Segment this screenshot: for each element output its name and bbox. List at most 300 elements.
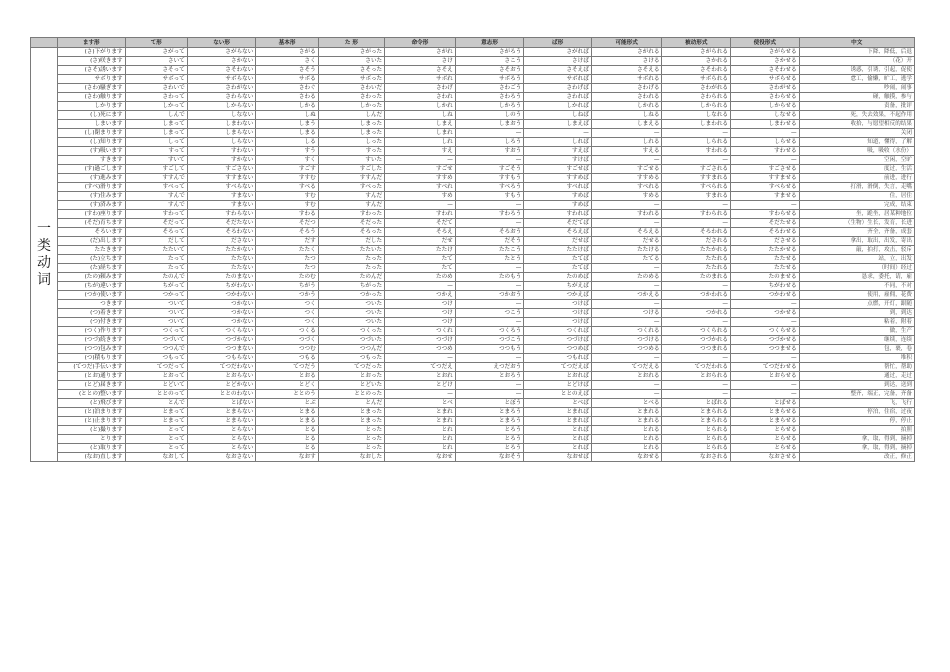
form-cell: ととのった: [318, 390, 384, 399]
form-cell: すわれば: [524, 210, 592, 219]
form-cell: とまれば: [524, 408, 592, 417]
form-cell: —: [731, 354, 800, 363]
form-cell: すすむ: [256, 174, 318, 183]
form-cell: すべって: [125, 183, 187, 192]
form-cell: すかない: [187, 156, 256, 165]
form-cell: つく: [256, 300, 318, 309]
form-cell: とばれる: [662, 399, 731, 408]
form-cell: つづける: [591, 336, 662, 345]
form-cell: とおらせる: [731, 372, 800, 381]
form-cell: しまえる: [591, 120, 662, 129]
form-cell: しぬ: [256, 111, 318, 120]
form-cell: なおした: [318, 453, 384, 462]
form-cell: さそおう: [455, 66, 524, 75]
form-cell: すごさせる: [731, 165, 800, 174]
table-row: [31, 156, 915, 165]
form-cell: (つつ)包みます: [58, 345, 126, 354]
form-cell: とおれる: [591, 372, 662, 381]
form-cell: つづかせる: [731, 336, 800, 345]
form-cell: すすまない: [187, 174, 256, 183]
form-cell: しなれる: [662, 111, 731, 120]
form-cell: とらない: [187, 435, 256, 444]
table-row: [31, 453, 915, 462]
form-cell: すめば: [524, 192, 592, 201]
form-cell: たった: [318, 264, 384, 273]
table-row: [31, 228, 915, 237]
table-row: [31, 102, 915, 111]
form-cell: だせ: [385, 237, 456, 246]
form-cell: すきます: [58, 156, 126, 165]
form-cell: すすめ: [385, 174, 456, 183]
form-cell: つかわない: [187, 291, 256, 300]
form-cell: すごされる: [662, 165, 731, 174]
form-cell: —: [662, 201, 731, 210]
form-cell: たのめば: [524, 273, 592, 282]
form-cell: しまって: [125, 129, 187, 138]
form-cell: すすまれる: [662, 174, 731, 183]
form-cell: とらせる: [731, 444, 800, 453]
form-cell: すべれ: [385, 183, 456, 192]
form-cell: ださせる: [731, 237, 800, 246]
form-cell: つかえ: [385, 291, 456, 300]
form-cell: そだって: [125, 219, 187, 228]
form-cell: さそう: [256, 66, 318, 75]
form-cell: つこう: [455, 309, 524, 318]
meaning-cell: 拿，取，得到，摘掉: [799, 444, 914, 453]
form-cell: サボろう: [455, 75, 524, 84]
form-cell: さそって: [125, 66, 187, 75]
meaning-cell: 前进，进行: [799, 174, 914, 183]
form-cell: ちがって: [125, 282, 187, 291]
table-row: [31, 48, 915, 57]
form-cell: すめ: [385, 192, 456, 201]
form-cell: すべろう: [455, 183, 524, 192]
form-cell: たてる: [591, 255, 662, 264]
column-header: 基本形: [256, 38, 318, 48]
form-cell: そろいます: [58, 228, 126, 237]
form-cell: しる: [256, 138, 318, 147]
table-row: [31, 282, 915, 291]
form-cell: たって: [125, 264, 187, 273]
form-cell: とらない: [187, 444, 256, 453]
form-cell: とれる: [591, 426, 662, 435]
form-cell: つかない: [187, 309, 256, 318]
form-cell: —: [591, 381, 662, 390]
form-cell: つけば: [524, 309, 592, 318]
form-cell: すすんだ: [318, 174, 384, 183]
form-cell: すった: [318, 147, 384, 156]
form-cell: つくらせる: [731, 327, 800, 336]
form-cell: とれ: [385, 444, 456, 453]
form-cell: つもれば: [524, 354, 592, 363]
table-row: [31, 345, 915, 354]
form-cell: さいて: [125, 57, 187, 66]
form-cell: とらせる: [731, 435, 800, 444]
form-cell: たとう: [455, 255, 524, 264]
form-cell: つつもう: [455, 345, 524, 354]
form-cell: たてば: [524, 264, 592, 273]
column-header: 被动形式: [662, 38, 731, 48]
meaning-cell: 死，失去效果，不起作用: [799, 111, 914, 120]
table-row: [31, 390, 915, 399]
table-row: [31, 75, 915, 84]
form-cell: とおって: [125, 372, 187, 381]
form-cell: すすめる: [591, 174, 662, 183]
form-cell: (す)吸います: [58, 147, 126, 156]
form-cell: つくれ: [385, 327, 456, 336]
form-cell: だす: [256, 237, 318, 246]
form-cell: ちがわせる: [731, 282, 800, 291]
form-cell: しまらない: [187, 129, 256, 138]
form-cell: しろう: [455, 138, 524, 147]
form-cell: つく: [256, 309, 318, 318]
form-cell: すまない: [187, 201, 256, 210]
meaning-cell: 住，居住: [799, 192, 914, 201]
form-cell: しかられる: [662, 102, 731, 111]
form-cell: (す)過ごします: [58, 165, 126, 174]
form-cell: —: [385, 156, 456, 165]
form-cell: —: [662, 300, 731, 309]
form-cell: すけば: [524, 156, 592, 165]
form-cell: すんだ: [318, 192, 384, 201]
form-cell: すすめば: [524, 174, 592, 183]
form-cell: ととのわない: [187, 390, 256, 399]
table-row: [31, 273, 915, 282]
form-cell: —: [591, 390, 662, 399]
form-cell: とまろう: [455, 408, 524, 417]
form-cell: サボれば: [524, 75, 592, 84]
form-cell: すごして: [125, 165, 187, 174]
form-cell: すんで: [125, 201, 187, 210]
form-cell: とべ: [385, 399, 456, 408]
form-cell: てつだわない: [187, 363, 256, 372]
form-cell: なおして: [125, 453, 187, 462]
form-cell: とばない: [187, 399, 256, 408]
form-cell: (さわ)触ります: [58, 93, 126, 102]
form-cell: とおる: [256, 372, 318, 381]
form-cell: しまわない: [187, 120, 256, 129]
column-header: 使役形式: [731, 38, 800, 48]
form-cell: —: [455, 300, 524, 309]
form-cell: つくれる: [591, 327, 662, 336]
form-cell: しらない: [187, 138, 256, 147]
form-cell: ついて: [125, 318, 187, 327]
form-cell: とおれば: [524, 372, 592, 381]
form-cell: とった: [318, 435, 384, 444]
form-cell: だした: [318, 237, 384, 246]
form-cell: とどいた: [318, 381, 384, 390]
form-cell: さわがない: [187, 84, 256, 93]
form-cell: とる: [256, 426, 318, 435]
verb-category-label: [31, 48, 58, 462]
form-cell: (す)進みます: [58, 174, 126, 183]
form-cell: さわる: [256, 93, 318, 102]
form-cell: たのませる: [731, 273, 800, 282]
form-cell: つづかない: [187, 336, 256, 345]
form-cell: つけ: [385, 318, 456, 327]
form-cell: なおせ: [385, 453, 456, 462]
form-cell: とおろう: [455, 372, 524, 381]
form-cell: とまられる: [662, 408, 731, 417]
form-cell: とまれ: [385, 417, 456, 426]
form-cell: つもる: [256, 354, 318, 363]
form-cell: とおれ: [385, 372, 456, 381]
form-cell: たたかせる: [731, 246, 800, 255]
form-cell: —: [731, 201, 800, 210]
form-cell: つきます: [58, 300, 126, 309]
table-row: [31, 336, 915, 345]
form-cell: しれ: [385, 138, 456, 147]
form-cell: —: [455, 201, 524, 210]
form-cell: とって: [125, 435, 187, 444]
form-cell: しまった: [318, 120, 384, 129]
form-cell: とまって: [125, 408, 187, 417]
form-cell: さがって: [125, 48, 187, 57]
form-cell: とらせる: [731, 426, 800, 435]
form-cell: しんで: [125, 111, 187, 120]
form-cell: すう: [256, 147, 318, 156]
table-row: [31, 426, 915, 435]
table-row: [31, 120, 915, 129]
form-cell: すべらせる: [731, 183, 800, 192]
form-cell: つかせる: [731, 309, 800, 318]
form-cell: たつ: [256, 264, 318, 273]
form-cell: さわぐ: [256, 84, 318, 93]
form-cell: てつだわれる: [662, 363, 731, 372]
table-row: [31, 381, 915, 390]
column-header: ない形: [187, 38, 256, 48]
form-cell: なおされる: [662, 453, 731, 462]
form-cell: さわいで: [125, 84, 187, 93]
form-cell: すいて: [125, 156, 187, 165]
form-cell: なおさない: [187, 453, 256, 462]
meaning-cell: 吵闹，闹事: [799, 84, 914, 93]
table-row: [31, 219, 915, 228]
form-cell: ちがった: [318, 282, 384, 291]
form-cell: すべる: [256, 183, 318, 192]
form-cell: たって: [125, 255, 187, 264]
form-cell: (た)立ちます: [58, 255, 126, 264]
form-cell: ちがう: [256, 282, 318, 291]
column-header: 意志形: [455, 38, 524, 48]
form-cell: つづいた: [318, 336, 384, 345]
table-row: [31, 147, 915, 156]
meaning-cell: 诱惑，引诱，引起，促使: [799, 66, 914, 75]
form-cell: (と)飛びます: [58, 399, 126, 408]
form-cell: すって: [125, 147, 187, 156]
form-cell: サボれる: [591, 75, 662, 84]
form-cell: とばせる: [731, 399, 800, 408]
form-cell: てつだわせる: [731, 363, 800, 372]
form-cell: たたく: [256, 246, 318, 255]
meaning-cell: 空闲，空旷: [799, 156, 914, 165]
form-cell: —: [455, 264, 524, 273]
meaning-cell: 帮忙，帮助: [799, 363, 914, 372]
meaning-cell: 粘着，附着: [799, 318, 914, 327]
form-cell: つもった: [318, 354, 384, 363]
form-cell: すわった: [318, 210, 384, 219]
meaning-cell: （花）开: [799, 57, 914, 66]
form-cell: たのまれる: [662, 273, 731, 282]
verb-table: [30, 37, 915, 462]
form-cell: つくる: [256, 327, 318, 336]
form-cell: つけ: [385, 300, 456, 309]
form-cell: とって: [125, 426, 187, 435]
form-cell: ついた: [318, 300, 384, 309]
form-cell: たたいた: [318, 246, 384, 255]
meaning-cell: 继续，连续: [799, 336, 914, 345]
form-cell: とまった: [318, 408, 384, 417]
form-cell: すべれば: [524, 183, 592, 192]
form-cell: —: [662, 129, 731, 138]
form-cell: すわられる: [662, 210, 731, 219]
form-cell: つつんだ: [318, 345, 384, 354]
category-char: 一: [37, 220, 51, 237]
table-row: [31, 66, 915, 75]
table-row: [31, 129, 915, 138]
form-cell: つつめ: [385, 345, 456, 354]
form-cell: とおった: [318, 372, 384, 381]
form-cell: さがれ: [385, 48, 456, 57]
form-cell: さがった: [318, 48, 384, 57]
table-row: [31, 363, 915, 372]
form-cell: さかない: [187, 57, 256, 66]
form-cell: そろわせる: [731, 228, 800, 237]
form-cell: とられる: [662, 444, 731, 453]
meaning-cell: 完成，结束: [799, 201, 914, 210]
form-cell: サボられる: [662, 75, 731, 84]
form-cell: つつまない: [187, 345, 256, 354]
form-cell: しまおう: [455, 120, 524, 129]
form-cell: つもらない: [187, 354, 256, 363]
form-cell: とれ: [385, 435, 456, 444]
form-cell: たて: [385, 264, 456, 273]
form-cell: サボれ: [385, 75, 456, 84]
form-cell: さがられる: [662, 48, 731, 57]
form-cell: そろえば: [524, 228, 592, 237]
form-cell: ついて: [125, 309, 187, 318]
form-cell: とどいて: [125, 381, 187, 390]
form-cell: たのめ: [385, 273, 456, 282]
form-cell: すべらない: [187, 183, 256, 192]
form-cell: さそわれる: [662, 66, 731, 75]
form-cell: (そだ)育ちます: [58, 219, 126, 228]
form-cell: とれる: [591, 444, 662, 453]
form-cell: サボらない: [187, 75, 256, 84]
form-cell: さわれる: [591, 93, 662, 102]
column-header: て形: [125, 38, 187, 48]
form-cell: すんで: [125, 192, 187, 201]
form-cell: なおさせる: [731, 453, 800, 462]
form-cell: しなない: [187, 111, 256, 120]
form-cell: しかれ: [385, 102, 456, 111]
meaning-cell: 怠工，偷懒，旷工，逃学: [799, 75, 914, 84]
form-cell: そろえ: [385, 228, 456, 237]
form-cell: さかせる: [731, 57, 800, 66]
form-cell: さこう: [455, 57, 524, 66]
table-row: [31, 408, 915, 417]
form-cell: しからせる: [731, 102, 800, 111]
form-cell: ついた: [318, 318, 384, 327]
form-cell: とどかない: [187, 381, 256, 390]
form-cell: つけば: [524, 318, 592, 327]
form-cell: すごそう: [455, 165, 524, 174]
meaning-cell: 包，裹，卷: [799, 345, 914, 354]
meaning-cell: 使用，雇佣，花费: [799, 291, 914, 300]
table-row: [31, 444, 915, 453]
meaning-cell: 责备，批评: [799, 102, 914, 111]
form-cell: そだて: [385, 219, 456, 228]
meaning-cell: 拿出，取出，出发，寄出: [799, 237, 914, 246]
meaning-cell: 飞，飞行: [799, 399, 914, 408]
form-cell: つつめば: [524, 345, 592, 354]
meaning-cell: 到达，送到: [799, 381, 914, 390]
form-cell: そだたない: [187, 219, 256, 228]
form-cell: ととのえば: [524, 390, 592, 399]
form-cell: さわいだ: [318, 84, 384, 93]
form-cell: しかれば: [524, 102, 592, 111]
form-cell: つかない: [187, 300, 256, 309]
form-cell: とる: [256, 444, 318, 453]
form-cell: つづかれる: [662, 336, 731, 345]
category-char: 词: [37, 271, 51, 288]
form-cell: とまらない: [187, 417, 256, 426]
form-cell: つかえる: [591, 291, 662, 300]
form-cell: —: [591, 264, 662, 273]
meaning-cell: 敲，拍打，攻击，驳斥: [799, 246, 914, 255]
table-row: [31, 192, 915, 201]
form-cell: とれば: [524, 444, 592, 453]
meaning-cell: 碰，触摸，参与: [799, 93, 914, 102]
form-cell: さがらない: [187, 48, 256, 57]
form-cell: しねば: [524, 111, 592, 120]
table-row: [31, 372, 915, 381]
form-cell: しねる: [591, 111, 662, 120]
form-cell: たたきます: [58, 246, 126, 255]
form-cell: すめる: [591, 192, 662, 201]
form-cell: さわがれる: [662, 84, 731, 93]
form-cell: つづく: [256, 336, 318, 345]
form-cell: つつませる: [731, 345, 800, 354]
form-cell: しんだ: [318, 111, 384, 120]
form-cell: (す)済みます: [58, 201, 126, 210]
form-cell: —: [455, 156, 524, 165]
form-cell: とまらせる: [731, 417, 800, 426]
form-cell: とべば: [524, 399, 592, 408]
form-cell: しかれる: [591, 102, 662, 111]
form-cell: たたける: [591, 246, 662, 255]
table-row: [31, 237, 915, 246]
meaning-cell: 收拾，与愿望相反的结果: [799, 120, 914, 129]
form-cell: (なお)直します: [58, 453, 126, 462]
table-row: [31, 111, 915, 120]
form-cell: つかわせる: [731, 291, 800, 300]
form-cell: (ととの)整います: [58, 390, 126, 399]
form-cell: しね: [385, 111, 456, 120]
form-cell: —: [385, 282, 456, 291]
meaning-cell: 停，停止: [799, 417, 914, 426]
column-header: 可能形式: [591, 38, 662, 48]
form-cell: さそった: [318, 66, 384, 75]
form-cell: そろって: [125, 228, 187, 237]
form-cell: —: [731, 129, 800, 138]
form-cell: つくらない: [187, 327, 256, 336]
form-cell: (さ)下がります: [58, 48, 126, 57]
form-cell: そろわれる: [662, 228, 731, 237]
form-cell: —: [591, 354, 662, 363]
form-cell: つかわれる: [662, 291, 731, 300]
form-cell: つつんで: [125, 345, 187, 354]
